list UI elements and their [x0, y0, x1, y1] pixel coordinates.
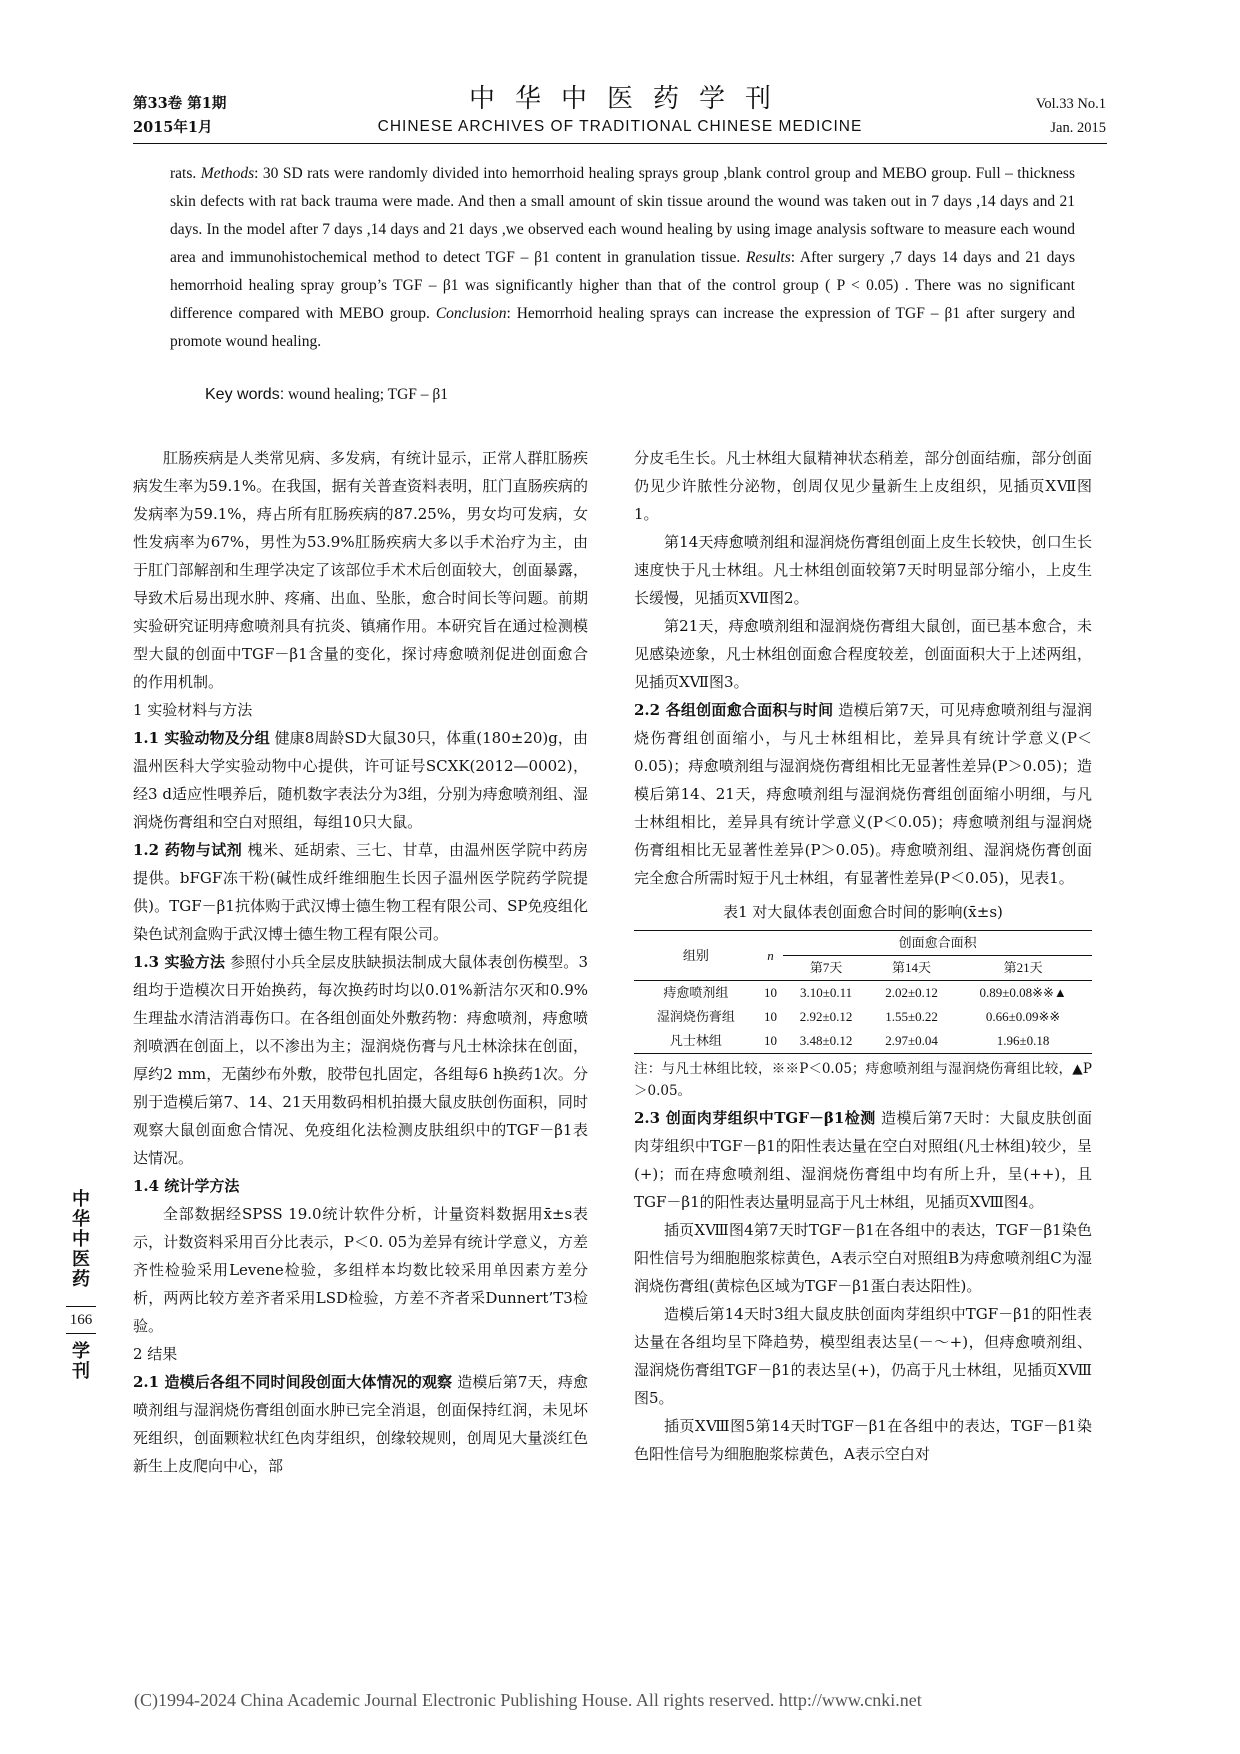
text-1-3: 参照付小兵全层皮肤缺损法制成大鼠体表创伤模型。3组均于造模次日开始换药，每次换药时均以0.01%新洁尔灭和0.9%生理盐水清洁消毒伤口。在各组创面处外敷药物：痔愈喷剂，痔愈喷剂喷洒在创面上，以不渗出为主；湿润烧伤膏与凡士林涂抹在创面，厚约2 mm，无菌纱布外敷，胶带包扎固定，各组每6 h换药1次。分别于造模后第7、14、21天用数码相机拍摄大鼠皮肤创伤面积，同时观察大鼠创面愈合情况、免疫组化法检测皮肤组织中的TGF－β1表达情况。 [133, 953, 588, 1167]
row-d7: 3.48±0.12 [783, 1029, 868, 1054]
row-d21: 0.89±0.08※※▲ [979, 985, 1067, 1000]
text-1-1: 健康8周龄SD大鼠30只，体重(180±20)g，由温州医科大学实验动物中心提供，许可证号SCXK(2012—0002)，经3 d适应性喂养后，随机数字表法分为3组，分别为痔愈喷剂组、湿润烧伤膏组和空白对照组，每组10只大鼠。 [133, 729, 588, 831]
table-row [634, 981, 1092, 1006]
table-row [634, 1005, 1092, 1029]
results-label: Results [745, 249, 791, 266]
section-1-3 [133, 948, 588, 1172]
volume-issue-en: Vol.33 No.1 [1035, 96, 1106, 112]
row-n: 10 [758, 1029, 784, 1054]
section-2-1 [133, 1368, 588, 1480]
section-heading-2: 2 结果 [133, 1345, 178, 1363]
heading-2-2: 2.2 各组创面愈合面积与时间 [634, 701, 834, 719]
text-2-3: 造模后第7天时：大鼠皮肤创面肉芽组织中TGF－β1的阳性表达量在空白对照组(凡士林组)较少，呈(+)；而在痔愈喷剂组、湿润烧伤膏组中均有所上升，呈(++)，且TGF－β1的阳性表达量明显高于凡士林组，见插页XⅧ图4。 [634, 1109, 1092, 1211]
table-title: 表1 对大鼠体表创面愈合时间的影响(x̄±s) [723, 903, 1003, 921]
col-span-header: 创面愈合面积 [783, 931, 1092, 956]
issue-info-en [1036, 92, 1106, 140]
text-2-1: 造模后第7天，痔愈喷剂组与湿润烧伤膏组创面水肿已完全消退，创面保持红润，未见坏死组织，创面颗粒状红色肉芽组织，创缘较规则，创周见大量淡红色新生上皮爬向中心，部 [133, 1373, 588, 1475]
journal-title-block [300, 82, 940, 138]
row-d7: 3.10±0.11 [800, 985, 853, 1000]
journal-title-en: CHINESE ARCHIVES OF TRADITIONAL CHINESE MEDICINE [377, 118, 863, 135]
section-1-2 [133, 836, 588, 948]
section-heading-1: 1 实验材料与方法 [133, 701, 253, 719]
row-d14: 2.02±0.12 [885, 985, 938, 1000]
row-group: 痔愈喷剂组 [663, 985, 729, 1000]
methods-label: Methods [200, 165, 255, 182]
fig4-caption-paragraph: 插页XⅧ图4第7天时TGF－β1在各组中的表达，TGF－β1染色阳性信号为细胞胞浆棕黄色，A表示空白对照组B为痔愈喷剂组C为湿润烧伤膏组(黄棕色区域为TGF－β1蛋白表达阳性)。 [634, 1221, 1092, 1295]
text-1-2: 槐米、延胡索、三七、甘草，由温州医学院中药房提供。bFGF冻干粉(碱性成纤维细胞生长因子温州医学院药学院提供)。TGF－β1抗体购于武汉博士德生物工程有限公司、SP免疫组化染色试剂盒购于武汉博士德生物工程有限公司。 [133, 841, 588, 943]
intro-paragraph: 肛肠疾病是人类常见病、多发病，有统计显示，正常人群肛肠疾病发生率为59.1%。在我国，据有关普查资料表明，肛门直肠疾病的发病率为59.1%，痔占所有肛肠疾病的87.25%，男女均可发病，女性发病率为67%，男性为53.9%肛肠疾病大多以手术治疗为主，由于肛门部解剖和生理学决定了该部位手术术后创面较大，创面暴露，导致术后易出现水肿、疼痛、出血、坠胀，愈合时间长等问题。前期实验研究证明痔愈喷剂具有抗炎、镇痛作用。本研究旨在通过检测模型大鼠的创面中TGF－β1含量的变化，探讨痔愈喷剂促进创面愈合的作用机制。 [133, 449, 588, 691]
fig5-caption-paragraph: 插页XⅧ图5第14天时TGF－β1在各组中的表达，TGF－β1染色阳性信号为细胞胞浆棕黄色，A表示空白对 [634, 1417, 1092, 1463]
issue-date-en: Jan. 2015 [1050, 120, 1106, 136]
day21-paragraph: 第21天，痔愈喷剂组和湿润烧伤膏组大鼠创，面已基本愈合，未见感染迹象，凡士林组创面愈合程度较差，创面面积大于上述两组，见插页XⅦ图3。 [634, 617, 1092, 691]
text-2-2: 造模后第7天，可见痔愈喷剂组与湿润烧伤膏组创面缩小，与凡士林组相比，差异具有统计学意义(P＜0.05)；痔愈喷剂组与湿润烧伤膏组相比无显著性差异(P＞0.05)；造模后第14、21天，痔愈喷剂组与湿润烧伤膏组创面缩小明细，与凡士林组相比，差异具有统计学意义(P＜0.05)；痔愈喷剂组与湿润烧伤膏组相比无显著性差异(P＞0.05)。痔愈喷剂组、湿润烧伤膏创面完全愈合所需时短于凡士林组，有显著性差异(P＜0.05)，见表1。 [634, 701, 1092, 887]
volume-issue: 第33卷 第1期 [133, 95, 227, 112]
abstract-lead: rats. [170, 165, 201, 182]
issue-info [133, 92, 226, 140]
header-rule [133, 143, 1107, 144]
row-n: 10 [764, 1009, 778, 1024]
heading-2-3: 2.3 创面肉芽组织中TGF－β1检测 [634, 1109, 876, 1127]
english-abstract [170, 160, 1075, 356]
keywords-text: wound healing; TGF – β1 [284, 386, 449, 403]
heading-1-3: 1.3 实验方法 [133, 953, 226, 971]
page-number: 166 [66, 1306, 96, 1334]
heading-1-1: 1.1 实验动物及分组 [133, 729, 270, 747]
row-n: 10 [764, 985, 778, 1000]
table-note: 注：与凡士林组比较，※※P＜0.05；痔愈喷剂组与湿润烧伤膏组比较，▲P＞0.05。 [634, 1061, 1092, 1099]
copyright-footer: (C)1994-2024 China Academic Journal Electronic Publishing House. All rights reserved. http://www.cnki.net [134, 1690, 922, 1710]
section-2-3 [634, 1104, 1092, 1216]
row-d14: 1.55±0.22 [885, 1009, 938, 1024]
day14-tgf-paragraph: 造模后第14天时3组大鼠皮肤创面肉芽组织中TGF－β1的阳性表达量在各组均呈下降趋势，模型组表达呈(－～+)，但痔愈喷剂组、湿润烧伤膏组TGF－β1的表达呈(+)，仍高于凡士林组，见插页XⅧ图5。 [634, 1305, 1092, 1407]
row-d7: 2.92±0.12 [799, 1009, 853, 1024]
section-1-1 [133, 724, 588, 836]
left-column [133, 444, 588, 1480]
continued-paragraph: 分皮毛生长。凡士林组大鼠精神状态稍差，部分创面结痂，部分创面仍见少许脓性分泌物，创周仅见少量新生上皮组织，见插页XⅦ图1。 [634, 449, 1092, 523]
keywords-label: Key words: [205, 386, 285, 403]
heading-1-4-text: 1.4 统计学方法 [133, 1177, 240, 1195]
col-day14: 第14天 [869, 956, 954, 981]
keywords [205, 386, 448, 404]
abstract-conclusion: : Hemorrhoid healing sprays can increase the expression of TGF – β1 after surgery and promote wound healing. [170, 305, 1075, 350]
text-1-4: 全部数据经SPSS 19.0统计软件分析，计量资料数据用x̄±s表示，计数资料采用百分比表示，P＜0. 05为差异有统计学意义，方差齐性检验采用Levene检验，多组样本均数比较采用单因素方差分析，两两比较方差齐者采用LSD检验，方差不齐者采Dunnert’T3检验。 [133, 1205, 588, 1335]
issue-date: 2015年1月 [133, 119, 213, 136]
row-group: 湿润烧伤膏组 [656, 1009, 735, 1024]
side-journal-mark [66, 1190, 96, 1382]
col-n: n [758, 931, 784, 981]
row-d21: 0.66±0.09※※ [985, 1009, 1061, 1024]
heading-2-1: 2.1 造模后各组不同时间段创面大体情况的观察 [133, 1373, 453, 1391]
table-row [634, 1029, 1092, 1054]
heading-1-2: 1.2 药物与试剂 [133, 841, 243, 859]
row-group: 凡士林组 [634, 1029, 758, 1054]
col-group: 组别 [634, 931, 758, 981]
journal-title-cn: 中华中医药学刊 [468, 84, 791, 114]
results-table [634, 930, 1092, 1054]
col-day7: 第7天 [783, 956, 868, 981]
row-d14: 2.97±0.04 [869, 1029, 954, 1054]
day14-paragraph: 第14天痔愈喷剂组和湿润烧伤膏组创面上皮生长较快，创口生长速度快于凡士林组。凡士林组创面较第7天时明显部分缩小，上皮生长缓慢，见插页XⅦ图2。 [634, 533, 1092, 607]
row-d21: 1.96±0.18 [954, 1029, 1092, 1054]
heading-1-4 [133, 1172, 588, 1200]
abstract-methods: : 30 SD rats were randomly divided into hemorrhoid healing sprays group ,blank control group and MEBO group. Full – thickness skin defects with rat back trauma were made. And then a small amount of skin tissue around the wound was taken out in 7 days ,14 days and 21 days. In the model after 7 days ,14 days and 21 days ,we observed each wound healing by using image analysis software to measure each wound area and immunohistochemical method to detect TGF – β1 content in granulation tissue. [170, 165, 1075, 266]
section-2-2 [634, 696, 1092, 892]
right-column [634, 444, 1092, 1468]
abstract-results: : After surgery ,7 days 14 days and 21 days hemorrhoid healing spray group’s TGF – β1 was significantly higher than that of the control group ( P < 0.05) . There was no significant difference compared with MEBO group. [170, 249, 1075, 322]
col-day21: 第21天 [954, 956, 1092, 981]
side-journal-name-end: 学 刊 [72, 1341, 90, 1382]
conclusion-label: Conclusion [435, 305, 507, 322]
side-journal-name: 中 华 中 医 药 [72, 1189, 90, 1290]
